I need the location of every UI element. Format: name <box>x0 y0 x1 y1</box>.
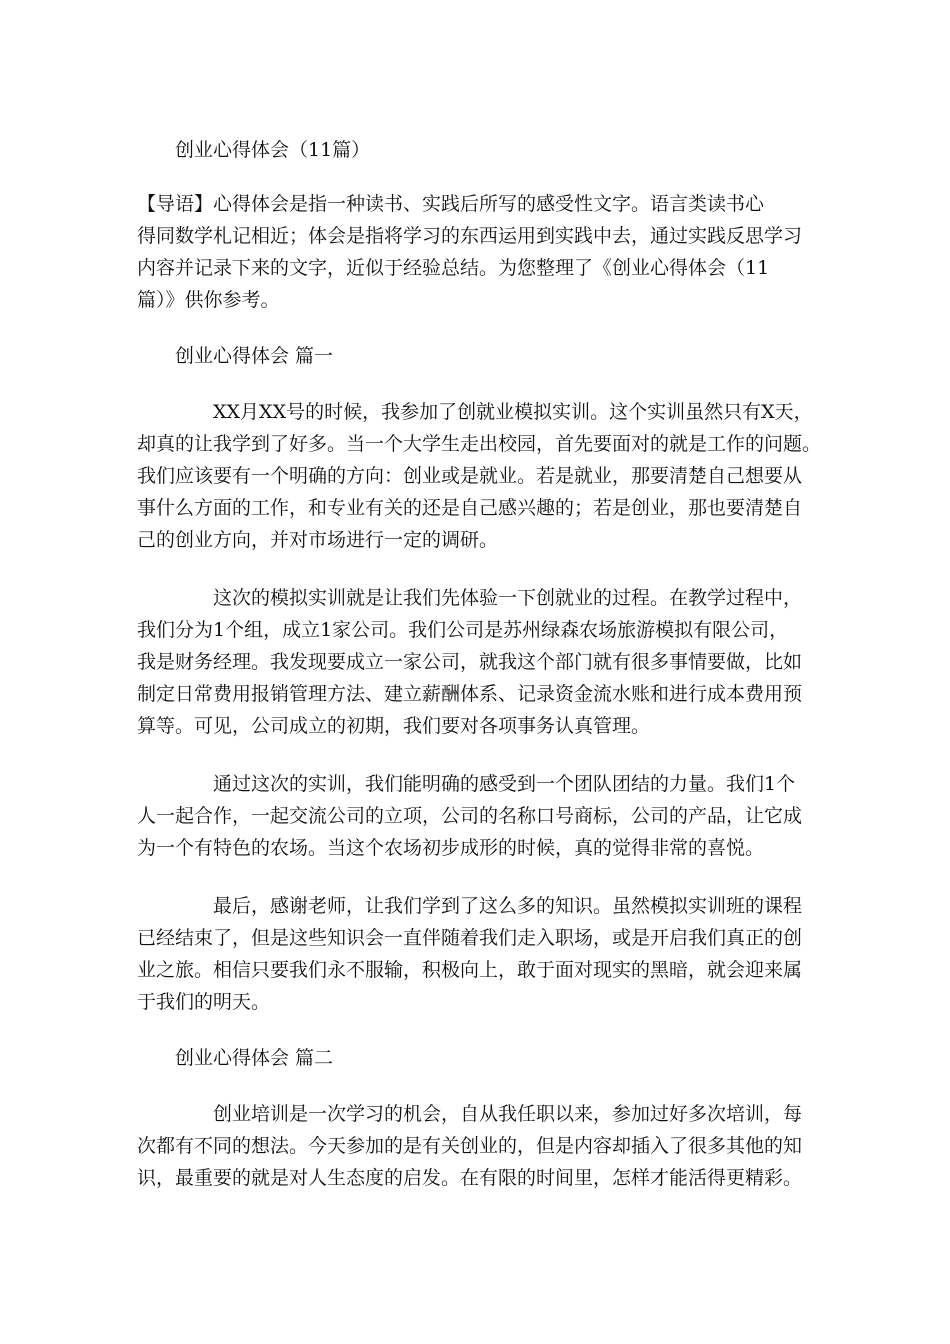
paragraph-line: 最后，感谢老师，让我们学到了这么多的知识。虽然模拟实训班的课程 <box>213 895 803 917</box>
paragraph-line: 创业培训是一次学习的机会，自从我任职以来，参加过好多次培训，每 <box>213 1103 803 1125</box>
paragraph-line: XX月XX号的时候，我参加了创就业模拟实训。这个实训虽然只有X天， <box>213 401 813 423</box>
intro-line: 篇）》供你参考。 <box>137 289 280 311</box>
paragraph-line: 事什么方面的工作，和专业有关的还是自己感兴趣的；若是创业，那也要清楚自 <box>137 497 803 519</box>
intro-paragraph <box>137 188 817 316</box>
section-1-paragraph-1 <box>137 396 822 556</box>
paragraph-line: 通过这次的实训，我们能明确的感受到一个团队团结的力量。我们1个 <box>213 773 796 795</box>
paragraph-line: 已经结束了，但是这些知识会一直伴随着我们走入职场，或是开启我们真正的创 <box>137 927 803 949</box>
paragraph-line: 为一个有特色的农场。当这个农场初步成形的时候，真的觉得非常的喜悦。 <box>137 837 765 859</box>
paragraph-line: 我们应该要有一个明确的方向：创业或是就业。若是就业，那要清楚自己想要从 <box>137 465 803 487</box>
intro-line: 得同数学札记相近；体会是指将学习的东西运用到实践中去，通过实践反思学习 <box>137 225 803 247</box>
paragraph-line: 我是财务经理。我发现要成立一家公司，就我这个部门就有很多事情要做，比如 <box>137 651 803 673</box>
paragraph-line: 己的创业方向，并对市场进行一定的调研。 <box>137 529 499 551</box>
paragraph-line: 这次的模拟实训就是让我们先体验一下创就业的过程。在教学过程中， <box>213 587 803 609</box>
paragraph-line: 次都有不同的想法。今天参加的是有关创业的，但是内容却插入了很多其他的知 <box>137 1135 803 1157</box>
paragraph-line: 识，最重要的就是对人生态度的启发。在有限的时间里，怎样才能活得更精彩。 <box>137 1167 803 1189</box>
paragraph-line: 却真的让我学到了好多。当一个大学生走出校园，首先要面对的就是工作的问题。 <box>137 433 822 455</box>
document-title: 创业心得体会（11篇） <box>175 139 371 161</box>
paragraph-line: 业之旅。相信只要我们永不服输，积极向上，敢于面对现实的黑暗，就会迎来属 <box>137 959 803 981</box>
section-heading-2: 创业心得体会 篇二 <box>175 1047 334 1069</box>
paragraph-line: 我们分为1个组，成立1家公司。我们公司是苏州绿森农场旅游模拟有限公司， <box>137 619 789 641</box>
paragraph-line: 于我们的明天。 <box>137 991 271 1013</box>
section-2-paragraph-1 <box>137 1098 817 1194</box>
section-1-paragraph-2 <box>137 582 817 742</box>
section-1-paragraph-4 <box>137 890 817 1018</box>
section-1-paragraph-3 <box>137 768 817 864</box>
intro-line: 内容并记录下来的文字，近似于经验总结。为您整理了《创业心得体会（11 <box>137 257 770 279</box>
paragraph-line: 算等。可见，公司成立的初期，我们要对各项事务认真管理。 <box>137 715 651 737</box>
section-heading-1: 创业心得体会 篇一 <box>175 345 334 367</box>
paragraph-line: 制定日常费用报销管理方法、建立薪酬体系、记录资金流水账和进行成本费用预 <box>137 683 803 705</box>
intro-line: 【导语】心得体会是指一种读书、实践后所写的感受性文字。语言类读书心 <box>137 193 765 215</box>
paragraph-line: 人一起合作，一起交流公司的立项，公司的名称口号商标，公司的产品，让它成 <box>137 805 803 827</box>
